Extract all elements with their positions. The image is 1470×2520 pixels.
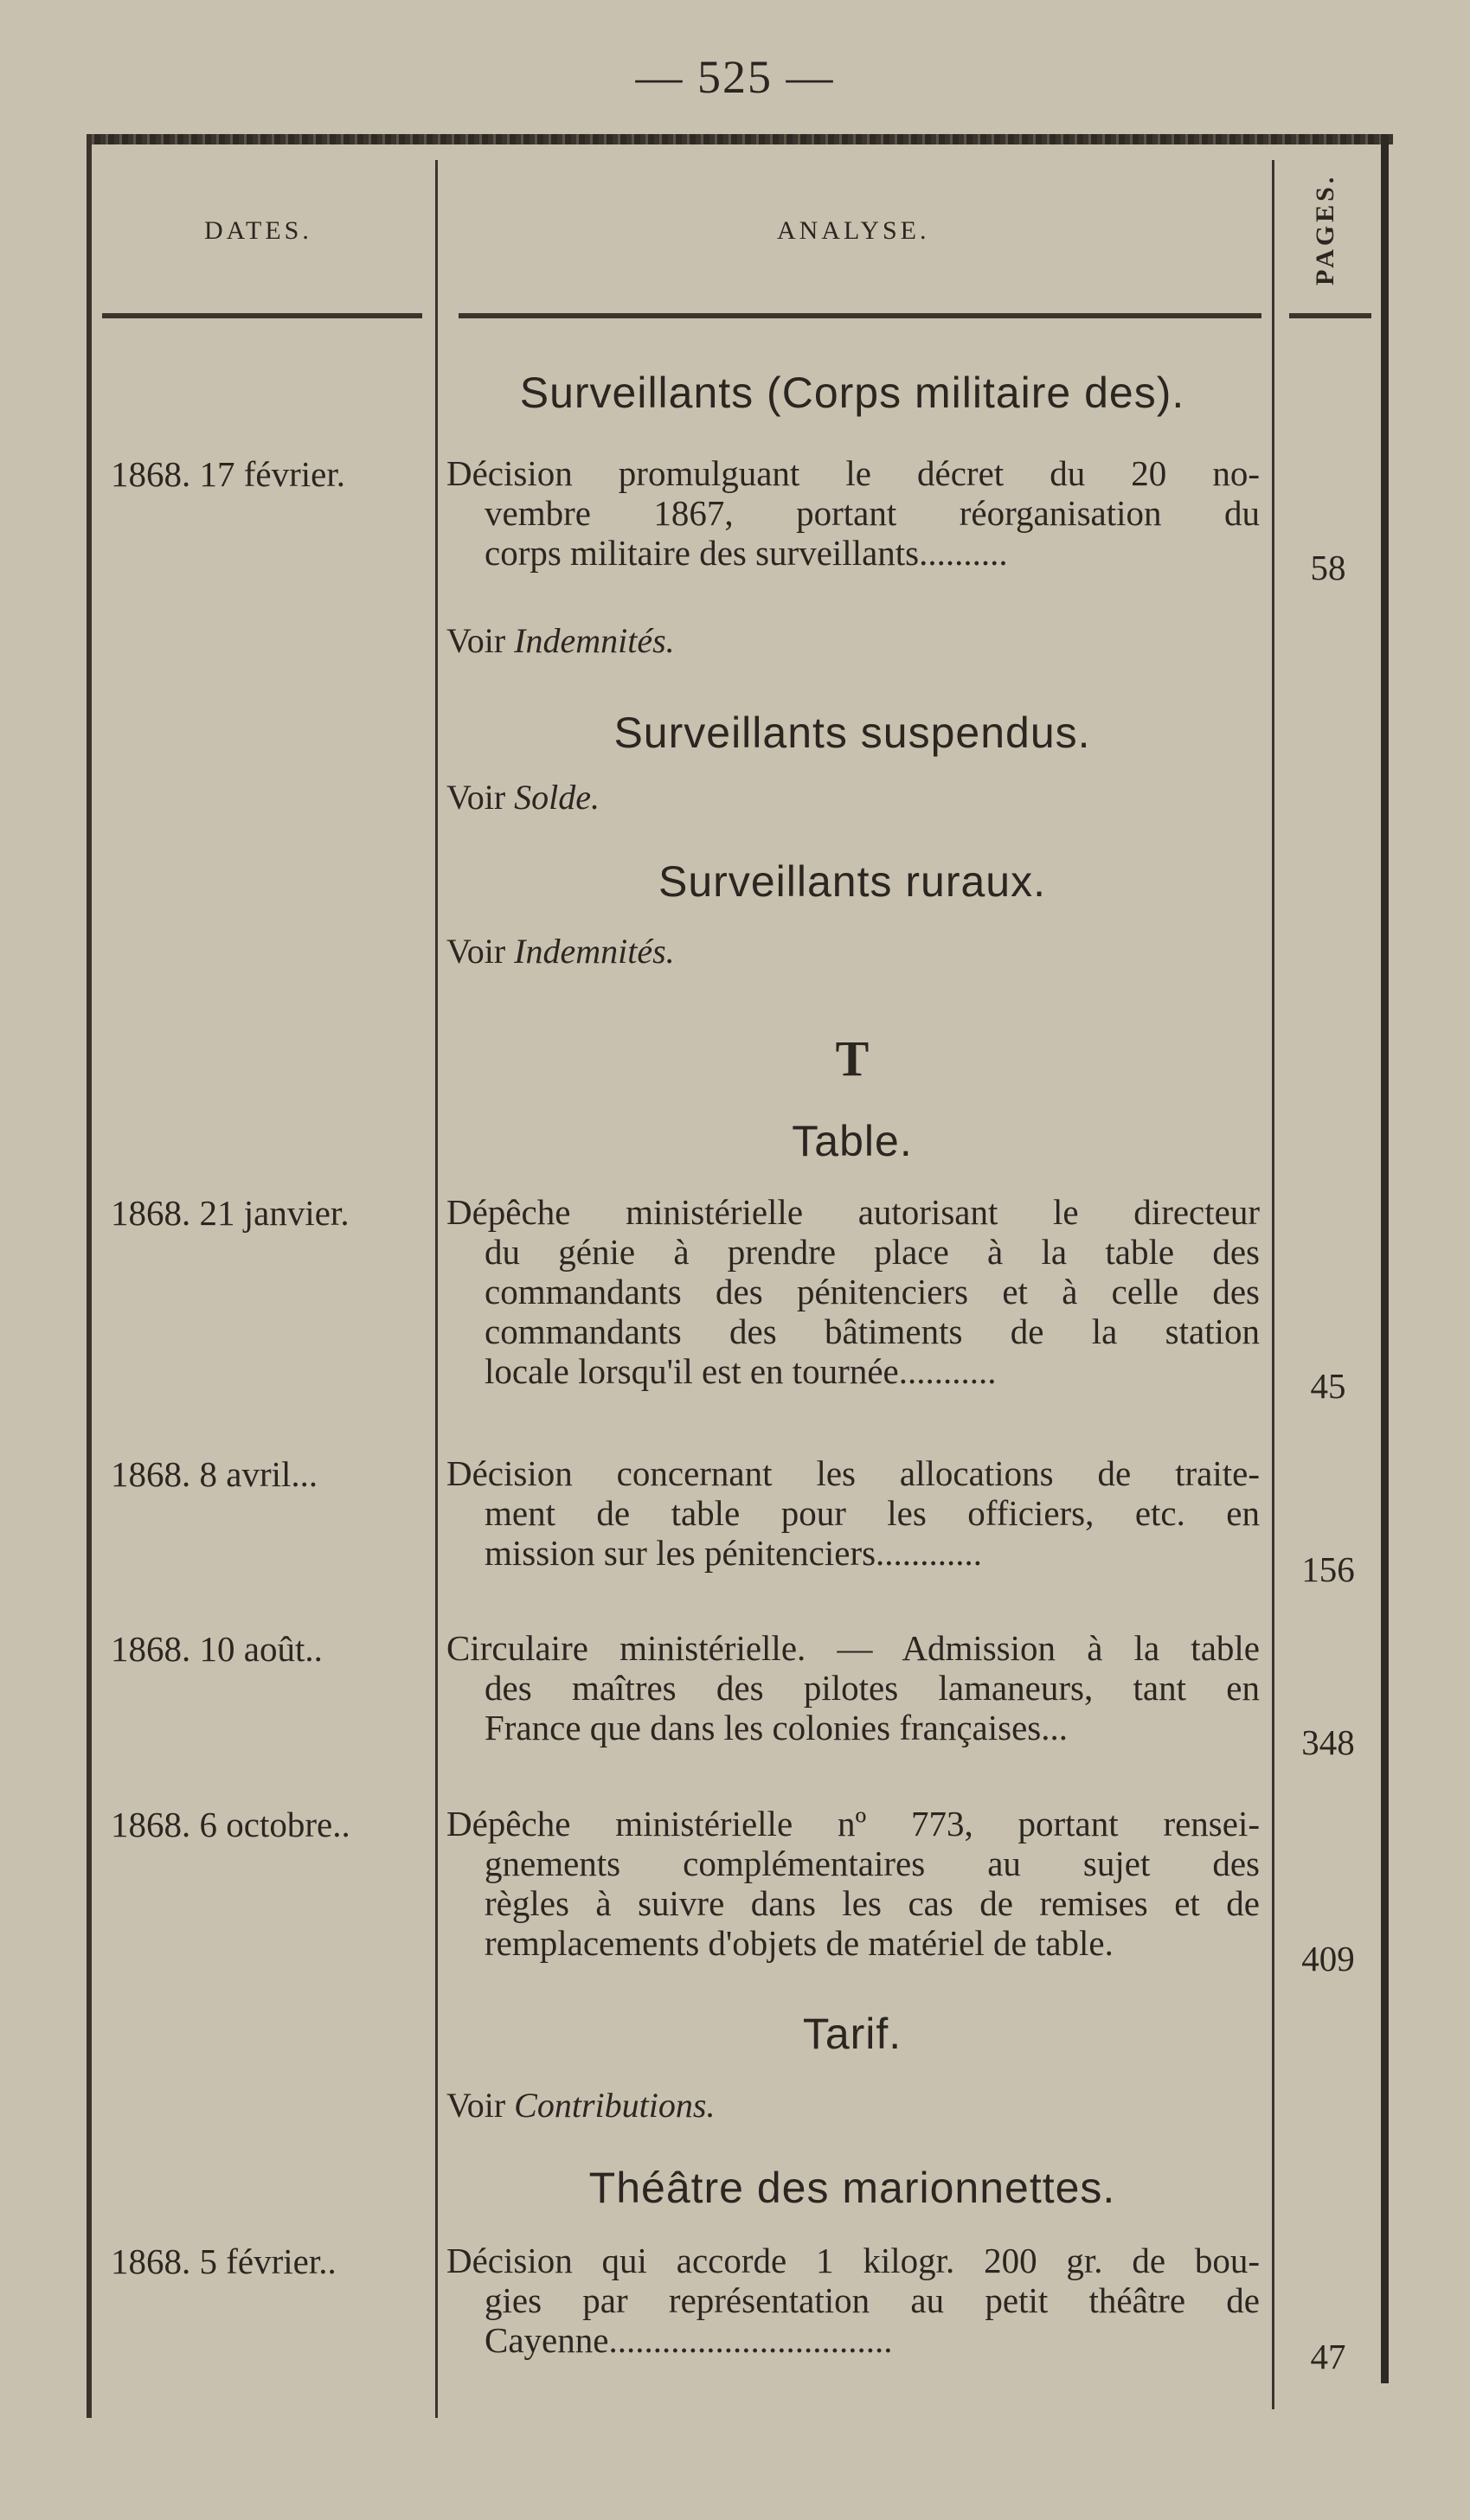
page-number: — 525 — — [635, 51, 835, 103]
see-also-target: Indemnités. — [514, 932, 675, 971]
description-line: corps militaire des surveillants.......... — [485, 533, 1008, 573]
entry-page-ref: 348 — [1301, 1722, 1355, 1762]
description-line: Circulaire ministérielle. — Admission à la table — [446, 1628, 1260, 1668]
description-line: du génie à prendre place à la table des — [485, 1232, 1260, 1272]
description-line: gies par représentation au petit théâtre de — [485, 2280, 1260, 2320]
entry-page-ref: 409 — [1301, 1939, 1355, 1978]
description-line: Décision concernant les allocations de traite- — [446, 1453, 1260, 1493]
description-line: Décision qui accorde 1 kilogr. 200 gr. de bou- — [446, 2241, 1260, 2280]
description-line: Dépêche ministérielle nº 773, portant rensei- — [446, 1804, 1260, 1844]
description-line: Décision promulguant le décret du 20 no- — [446, 453, 1260, 493]
see-also — [446, 931, 675, 971]
description-line: règles à suivre dans les cas de remises et de — [485, 1883, 1260, 1923]
section-heading-theatre: Théâtre des marionnettes. — [588, 2164, 1116, 2212]
entry-description — [446, 453, 1260, 573]
table-frame-left — [87, 134, 92, 2418]
see-also — [446, 620, 675, 661]
description-line: commandants des pénitenciers et à celle des — [485, 1272, 1260, 1311]
entry-page-ref: 45 — [1310, 1366, 1346, 1406]
entry-description — [446, 1628, 1260, 1747]
description-line: France que dans les colonies françaises... — [485, 1708, 1068, 1747]
description-line: Cayenne................................ — [485, 2320, 893, 2360]
header-rule-dates — [102, 313, 422, 318]
entry-date: 1868. 10 août.. — [111, 1629, 323, 1669]
entry-page-ref: 156 — [1301, 1549, 1355, 1589]
see-also-prefix: Voir — [446, 2086, 506, 2125]
see-also-target: Solde. — [514, 778, 600, 817]
column-divider-pages — [1272, 160, 1274, 2409]
table-frame-top — [87, 134, 1393, 144]
section-heading-table: Table. — [792, 1117, 913, 1165]
description-line: remplacements d'objets de matériel de table. — [485, 1923, 1114, 1963]
entry-page-ref: 47 — [1310, 2337, 1346, 2376]
description-line: des maîtres des pilotes lamaneurs, tant en — [485, 1668, 1260, 1708]
column-divider-dates — [435, 160, 438, 2418]
entry-description — [446, 2241, 1260, 2360]
table-frame-right — [1381, 134, 1389, 2383]
see-also-target: Indemnités. — [514, 621, 675, 660]
entry-date: 1868. 21 janvier. — [111, 1193, 350, 1233]
entry-date: 1868. 5 février.. — [111, 2241, 337, 2281]
see-also — [446, 2085, 715, 2126]
entry-description — [446, 1453, 1260, 1573]
header-analyse: ANALYSE. — [777, 216, 930, 245]
entry-date: 1868. 17 février. — [111, 454, 345, 494]
see-also-prefix: Voir — [446, 621, 506, 660]
see-also-target: Contributions. — [514, 2086, 716, 2125]
entry-date: 1868. 8 avril... — [111, 1454, 318, 1494]
see-also — [446, 777, 600, 818]
description-line: commandants des bâtiments de la station — [485, 1311, 1260, 1351]
description-line: Dépêche ministérielle autorisant le directeur — [446, 1192, 1260, 1232]
header-pages: PAGES. — [1311, 173, 1339, 285]
description-line: mission sur les pénitenciers............ — [485, 1533, 983, 1573]
section-heading-surveillants-ruraux: Surveillants ruraux. — [658, 857, 1046, 906]
description-line: vembre 1867, portant réorganisation du — [485, 493, 1260, 533]
header-rule-pages — [1289, 313, 1371, 318]
see-also-prefix: Voir — [446, 932, 506, 971]
description-line: locale lorsqu'il est en tournée........... — [485, 1351, 997, 1391]
header-dates: DATES. — [204, 216, 312, 245]
alphabet-letter: T — [835, 1030, 870, 1087]
entry-description — [446, 1192, 1260, 1391]
description-line: ment de table pour les officiers, etc. en — [485, 1493, 1260, 1533]
header-rule-analyse — [459, 313, 1261, 318]
entry-description — [446, 1804, 1260, 1963]
description-line: gnements complémentaires au sujet des — [485, 1844, 1260, 1883]
entry-date: 1868. 6 octobre.. — [111, 1805, 350, 1844]
see-also-prefix: Voir — [446, 778, 506, 817]
entry-page-ref: 58 — [1310, 548, 1346, 587]
section-heading-surveillants-corps: Surveillants (Corps militaire des). — [519, 369, 1185, 417]
section-heading-tarif: Tarif. — [802, 2010, 902, 2058]
section-heading-surveillants-suspendus: Surveillants suspendus. — [613, 709, 1091, 757]
